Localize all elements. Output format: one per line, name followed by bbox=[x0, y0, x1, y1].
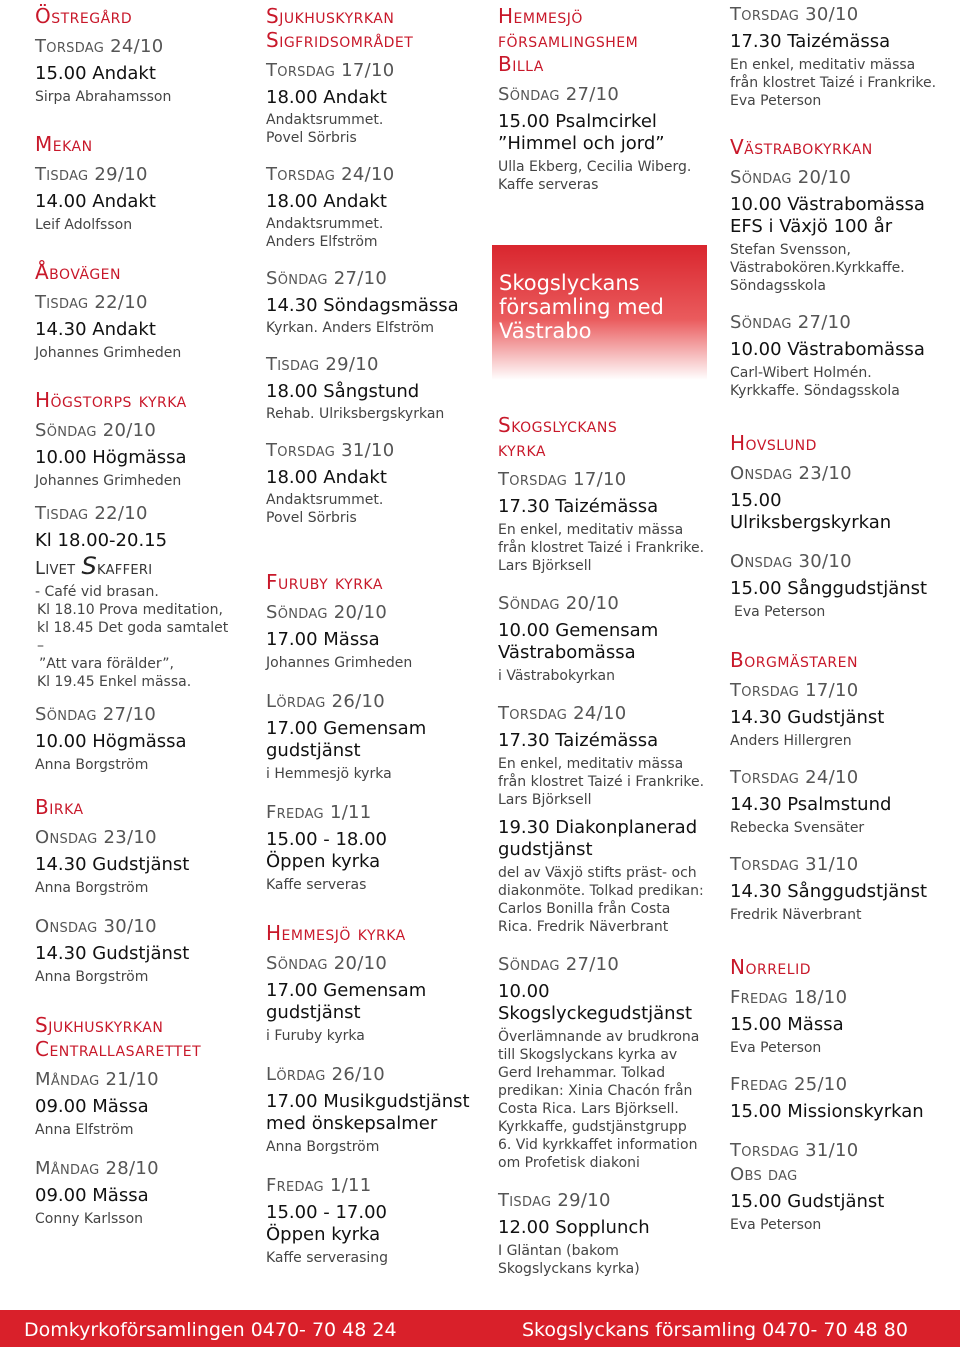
section-mekan bbox=[35, 132, 235, 234]
event-time: Skogslyckegudstjänst bbox=[498, 1003, 693, 1024]
event-day: Onsdag 30/10 bbox=[730, 551, 852, 572]
event-time: 18.00 Andakt bbox=[266, 191, 387, 212]
event-note: Povel Sörbris bbox=[266, 510, 357, 526]
venue-subtitle: kyrka bbox=[498, 437, 546, 461]
section-abovagen bbox=[35, 260, 235, 362]
venue-subtitle: Billa bbox=[498, 52, 544, 76]
event-note: Costa Rica. Lars Björksell. bbox=[498, 1101, 679, 1117]
event-note: Kaffe serverasing bbox=[266, 1250, 389, 1266]
event-note: Conny Karlsson bbox=[35, 1211, 144, 1227]
event-time: 14.30 Gudstjänst bbox=[35, 854, 190, 875]
event-time: 17.00 Musikgudstjänst bbox=[266, 1091, 470, 1112]
event-day: Måndag 28/10 bbox=[35, 1158, 159, 1179]
event-note: Carlos Bonilla från Costa bbox=[498, 901, 671, 917]
event-time: gudstjänst bbox=[266, 740, 361, 761]
section-centrallasarettet bbox=[35, 1013, 235, 1228]
event-note: Anna Borgström bbox=[35, 757, 149, 773]
event-note: Västrabokören.Kyrkkaffe. bbox=[730, 260, 905, 276]
venue-title: Hemmesjö kyrka bbox=[266, 921, 406, 945]
event-note: I Gläntan (bakom bbox=[498, 1243, 619, 1259]
event-day: Söndag 20/10 bbox=[266, 953, 388, 974]
venue-title: Borgmästaren bbox=[730, 648, 858, 672]
event-time: gudstjänst bbox=[266, 1002, 361, 1023]
event-note: Anders Elfström bbox=[266, 234, 378, 250]
event-note: Fredrik Näverbrant bbox=[730, 907, 862, 923]
event-note: En enkel, meditativ mässa bbox=[498, 522, 684, 538]
event-day: Onsdag 23/10 bbox=[730, 463, 852, 484]
event-time: 17.00 Mässa bbox=[266, 629, 380, 650]
event-time: 18.00 Andakt bbox=[266, 467, 387, 488]
event-day: Söndag 27/10 bbox=[35, 704, 157, 725]
event-day: Torsdag 30/10 bbox=[730, 4, 859, 25]
banner-line: Skogslyckans bbox=[499, 271, 640, 295]
event-note: Anna Elfström bbox=[35, 1122, 134, 1138]
event-note: från klostret Taizé i Frankrike. bbox=[498, 774, 705, 790]
event-note: Lars Björksell bbox=[498, 792, 592, 808]
event-day: Tisdag 22/10 bbox=[35, 503, 148, 524]
event-time: 14.30 Sånggudstjänst bbox=[730, 881, 928, 902]
section-billa bbox=[498, 4, 708, 194]
event-time: 10.00 Högmässa bbox=[35, 447, 187, 468]
event-day: Tisdag 29/10 bbox=[266, 354, 379, 375]
event-time: 15.00 Andakt bbox=[35, 63, 156, 84]
event-time: 15.00 Sånggudstjänst bbox=[730, 578, 928, 599]
event-note: Ulla Ekberg, Cecilia Wiberg. bbox=[498, 159, 692, 175]
event-time: 14.30 Andakt bbox=[35, 319, 156, 340]
event-time: 18.00 Sångstund bbox=[266, 381, 420, 402]
event-day: Söndag 20/10 bbox=[730, 167, 852, 188]
livet-label: Livet bbox=[35, 558, 76, 579]
footer-bar bbox=[0, 1310, 960, 1347]
event-day: Tisdag 29/10 bbox=[498, 1190, 611, 1211]
venue-subtitle: Centrallasarettet bbox=[35, 1037, 202, 1061]
event-day: Fredag 18/10 bbox=[730, 987, 848, 1008]
event-day: Söndag 27/10 bbox=[498, 954, 620, 975]
event-note: predikan: Xinia Chacón från bbox=[498, 1083, 693, 1099]
venue-title: Hovslund bbox=[730, 431, 817, 455]
venue-title: Sjukhuskyrkan bbox=[35, 1013, 164, 1037]
event-day: Torsdag 17/10 bbox=[266, 60, 395, 81]
event-time: Västrabomässa bbox=[498, 642, 636, 663]
section-vastrabokyrkan bbox=[730, 135, 950, 400]
venue-title: Västrabokyrkan bbox=[730, 135, 873, 159]
venue-title: Östregård bbox=[35, 4, 133, 28]
section-skogslyckans-kyrka bbox=[498, 413, 708, 1278]
event-time: 10.00 Västrabomässa bbox=[730, 339, 925, 360]
event-day-note: Obs dag bbox=[730, 1164, 798, 1185]
event-time: 19.30 Diakonplanerad bbox=[498, 817, 698, 838]
venue-title: Birka bbox=[35, 795, 84, 819]
event-note: En enkel, meditativ mässa bbox=[498, 756, 684, 772]
event-time: Öppen kyrka bbox=[266, 1224, 381, 1245]
event-note: Andaktsrummet. bbox=[266, 112, 384, 128]
event-day: Söndag 27/10 bbox=[266, 268, 388, 289]
event-time: 17.00 Gemensam bbox=[266, 980, 427, 1001]
section-birka bbox=[35, 795, 235, 986]
event-time: 15.00 - 18.00 bbox=[266, 829, 387, 850]
event-note: Leif Adolfsson bbox=[35, 217, 133, 233]
event-day: Fredag 1/11 bbox=[266, 1175, 372, 1196]
event-time: 10.00 Gemensam bbox=[498, 620, 659, 641]
event-day: Söndag 20/10 bbox=[498, 593, 620, 614]
event-time: 15.00 Psalmcirkel bbox=[498, 111, 657, 132]
event-note: Skogslyckans kyrka) bbox=[498, 1261, 640, 1277]
footer-domkyrko-phone: Domkyrkoförsamlingen 0470- 70 48 24 bbox=[24, 1319, 397, 1341]
event-time: 14.00 Andakt bbox=[35, 191, 156, 212]
event-day: Torsdag 24/10 bbox=[35, 36, 164, 57]
event-note: i Hemmesjö kyrka bbox=[266, 766, 392, 782]
venue-title: Högstorps kyrka bbox=[35, 388, 187, 412]
event-time: 15.00 Mässa bbox=[730, 1014, 844, 1035]
event-time: 17.00 Gemensam bbox=[266, 718, 427, 739]
venue-title: Norrelid bbox=[730, 955, 811, 979]
event-time: 15.00 - 17.00 bbox=[266, 1202, 387, 1223]
event-note: 6. Vid kyrkkaffet information bbox=[498, 1137, 698, 1153]
venue-subtitle: Sigfridsområdet bbox=[266, 28, 414, 52]
event-note: Eva Peterson bbox=[730, 1040, 822, 1056]
event-note: Rica. Fredrik Näverbrant bbox=[498, 919, 669, 935]
section-hovslund bbox=[730, 431, 950, 621]
event-note: Carl-Wibert Holmén. bbox=[730, 365, 872, 381]
section-hogstorp bbox=[35, 388, 235, 774]
event-note: Anna Borgström bbox=[35, 880, 149, 896]
event-day: Fredag 25/10 bbox=[730, 1074, 848, 1095]
event-note: Kaffe serveras bbox=[266, 877, 367, 893]
event-time: 10.00 bbox=[498, 981, 550, 1002]
event-note: Kyrkan. Anders Elfström bbox=[266, 320, 434, 336]
event-time: ”Himmel och jord” bbox=[498, 133, 665, 154]
event-day: Söndag 20/10 bbox=[35, 420, 157, 441]
event-day: Tisdag 29/10 bbox=[35, 164, 148, 185]
event-note: Kyrkkaffe, gudstjänstgrupp bbox=[498, 1119, 687, 1135]
event-day: Tisdag 22/10 bbox=[35, 292, 148, 313]
venue-title: Hemmesjö bbox=[498, 4, 583, 28]
event-note: Johannes Grimheden bbox=[266, 655, 413, 671]
event-day: Torsdag 31/10 bbox=[266, 440, 395, 461]
event-note: Kyrkkaffe. Söndagsskola bbox=[730, 383, 900, 399]
event-note: Överlämnande av brudkrona bbox=[498, 1029, 700, 1045]
event-note: Stefan Svensson, bbox=[730, 242, 851, 258]
detail-line: Kl 18.10 Prova meditation, bbox=[37, 602, 223, 618]
event-note: Rehab. Ulriksbergskyrkan bbox=[266, 406, 445, 422]
venue-title: Skogslyckans bbox=[498, 413, 618, 437]
event-time: 15.00 Gudstjänst bbox=[730, 1191, 885, 1212]
detail-line: Kl 19.45 Enkel mässa. bbox=[37, 674, 192, 690]
event-time: 17.30 Taizémässa bbox=[730, 31, 891, 52]
event-day: Torsdag 17/10 bbox=[730, 680, 859, 701]
event-note: diakonmöte. Tolkad predikan: bbox=[498, 883, 704, 899]
livet-kafferi-heading: Livet Skafferi bbox=[35, 552, 153, 580]
event-note: Anna Borgström bbox=[266, 1139, 380, 1155]
event-time: med önskepsalmer bbox=[266, 1113, 438, 1134]
event-day: Söndag 20/10 bbox=[266, 602, 388, 623]
detail-line: - Café vid brasan. bbox=[35, 584, 159, 600]
venue-title: Furuby kyrka bbox=[266, 570, 383, 594]
event-note: Johannes Grimheden bbox=[35, 345, 182, 361]
banner-line: Västrabo bbox=[499, 319, 592, 343]
event-note: från klostret Taizé i Frankrike. bbox=[730, 75, 937, 91]
event-note: till Skogslyckans kyrka av bbox=[498, 1047, 678, 1063]
event-time: 09.00 Mässa bbox=[35, 1185, 149, 1206]
event-time: 15.00 Missionskyrkan bbox=[730, 1101, 924, 1122]
event-note: Sirpa Abrahamsson bbox=[35, 89, 172, 105]
event-note: om Profetisk diakoni bbox=[498, 1155, 640, 1171]
event-day: Torsdag 17/10 bbox=[498, 469, 627, 490]
event-note: Anna Borgström bbox=[35, 969, 149, 985]
event-note: Johannes Grimheden bbox=[35, 473, 182, 489]
event-day: Torsdag 24/10 bbox=[266, 164, 395, 185]
section-borgmastaren bbox=[730, 648, 950, 924]
detail-line: kl 18.45 Det goda samtalet – bbox=[37, 620, 229, 654]
venue-title: Åbovägen bbox=[35, 260, 121, 284]
event-time: Kl 18.00-20.15 bbox=[35, 530, 168, 551]
event-note: Povel Sörbris bbox=[266, 130, 357, 146]
skogslyckan-banner bbox=[492, 245, 707, 380]
event-note: En enkel, meditativ mässa bbox=[730, 57, 916, 73]
event-time: 17.30 Taizémässa bbox=[498, 730, 659, 751]
event-note: Andaktsrummet. bbox=[266, 216, 384, 232]
section-norrelid bbox=[730, 955, 950, 1234]
event-note: Söndagsskola bbox=[730, 278, 826, 294]
event-note: Eva Peterson bbox=[734, 604, 826, 620]
event-time: 10.00 Högmässa bbox=[35, 731, 187, 752]
event-note: del av Växjö stifts präst- och bbox=[498, 865, 697, 881]
event-time: 14.30 Gudstjänst bbox=[35, 943, 190, 964]
event-note: Gerd Irehammar. Tolkad bbox=[498, 1065, 666, 1081]
event-note: Rebecka Svensäter bbox=[730, 820, 865, 836]
event-note: Eva Peterson bbox=[730, 93, 822, 109]
banner-line: församling med bbox=[499, 295, 664, 319]
event-day: Torsdag 24/10 bbox=[498, 703, 627, 724]
event-day: Söndag 27/10 bbox=[730, 312, 852, 333]
event-day: Lördag 26/10 bbox=[266, 691, 386, 712]
event-time: 09.00 Mässa bbox=[35, 1096, 149, 1117]
event-time: 10.00 Västrabomässa bbox=[730, 194, 925, 215]
event-day: Onsdag 23/10 bbox=[35, 827, 157, 848]
kafferi-label: kafferi bbox=[97, 558, 153, 579]
event-note: Eva Peterson bbox=[730, 1217, 822, 1233]
detail-line: ”Att vara förälder”, bbox=[39, 656, 174, 672]
section-sigfridsomradet bbox=[266, 4, 476, 527]
event-day: Torsdag 31/10 bbox=[730, 854, 859, 875]
venue-subtitle: församlingshem bbox=[498, 28, 639, 52]
livet-details bbox=[35, 583, 235, 691]
event-note: i Furuby kyrka bbox=[266, 1028, 365, 1044]
event-note: i Västrabokyrkan bbox=[498, 668, 615, 684]
event-day: Lördag 26/10 bbox=[266, 1064, 386, 1085]
banner-text bbox=[499, 271, 664, 343]
event-day: Onsdag 30/10 bbox=[35, 916, 157, 937]
event-day: Måndag 21/10 bbox=[35, 1069, 159, 1090]
event-day: Torsdag 24/10 bbox=[730, 767, 859, 788]
event-time: 12.00 Sopplunch bbox=[498, 1217, 650, 1238]
event-day: Torsdag 31/10 bbox=[730, 1140, 859, 1161]
event-note: Andaktsrummet. bbox=[266, 492, 384, 508]
event-time: 14.30 Söndagsmässa bbox=[266, 295, 459, 316]
event-day: Söndag 27/10 bbox=[498, 84, 620, 105]
event-time: 18.00 Andakt bbox=[266, 87, 387, 108]
event-time: Öppen kyrka bbox=[266, 851, 381, 872]
venue-title: Sjukhuskyrkan bbox=[266, 4, 395, 28]
venue-title: Mekan bbox=[35, 132, 93, 156]
event-time: 15.00 bbox=[730, 490, 782, 511]
section-furuby bbox=[266, 570, 476, 894]
event-note: Kaffe serveras bbox=[498, 177, 599, 193]
event-time: 14.30 Psalmstund bbox=[730, 794, 892, 815]
event-time: 14.30 Gudstjänst bbox=[730, 707, 885, 728]
event-time: Ulriksbergskyrkan bbox=[730, 512, 892, 533]
section-taize-continued bbox=[730, 3, 950, 110]
event-time: 17.30 Taizémässa bbox=[498, 496, 659, 517]
event-day: Fredag 1/11 bbox=[266, 802, 372, 823]
event-time: EFS i Växjö 100 år bbox=[730, 216, 893, 237]
event-note: Lars Björksell bbox=[498, 558, 592, 574]
section-hemmesjo-kyrka bbox=[266, 921, 476, 1267]
event-note: Anders Hillergren bbox=[730, 733, 852, 749]
event-note: från klostret Taizé i Frankrike. bbox=[498, 540, 705, 556]
footer-skogslyckans-phone: Skogslyckans församling 0470- 70 48 80 bbox=[522, 1319, 908, 1341]
event-time: gudstjänst bbox=[498, 839, 593, 860]
section-ostregard bbox=[35, 4, 235, 106]
